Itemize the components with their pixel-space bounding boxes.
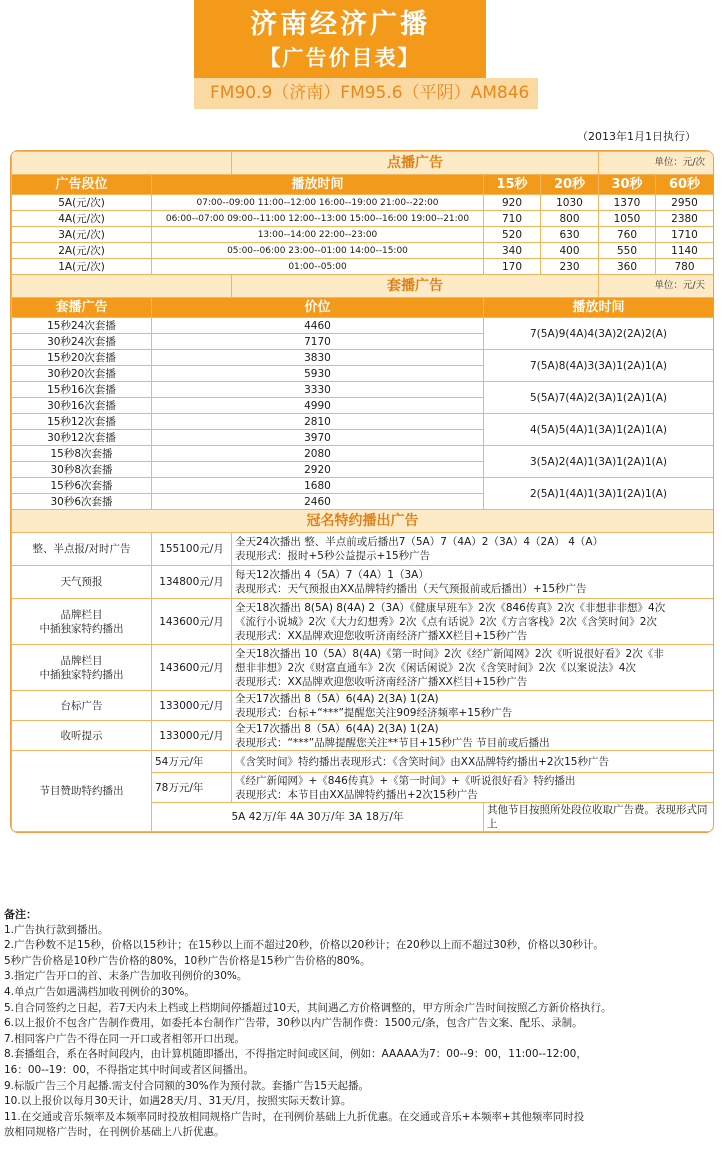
- header-cell: 60秒: [656, 175, 714, 195]
- desc-line: 表现形式：报时+5秒公益提示+15秒广告: [235, 550, 431, 562]
- price-cell: 340: [484, 243, 541, 259]
- program-segment-desc-cell: 其他节目按照所处段位收取广告费。表现形式同上: [484, 803, 714, 832]
- sponsor-desc-cell: [232, 645, 714, 691]
- sponsor-section-title: 冠名特约播出广告: [12, 510, 714, 533]
- time-cell: 06:00--07:00 09:00--11:00 12:00--13:00 15:00--16:00 19:00--21:00: [152, 211, 484, 227]
- package-price-cell: 3970: [152, 430, 484, 446]
- package-name-cell: 30秒12次套播: [12, 430, 152, 446]
- table-row: [12, 691, 714, 721]
- segment-cell: 1A(元/次): [12, 259, 152, 275]
- note-item: 9.标版广告三个月起播.需支付合同额的30%作为预付款。套播广告15天起播。: [4, 1079, 370, 1092]
- package-name-cell: 30秒6次套播: [12, 494, 152, 510]
- price-cell: 170: [484, 259, 541, 275]
- notes-title: 备注：: [4, 908, 37, 921]
- header-row: [12, 175, 714, 195]
- program-price-cell: 54万元/年: [152, 751, 232, 773]
- price-cell: 1030: [541, 195, 599, 211]
- table-row: [12, 195, 714, 211]
- package-time-cell: 5(5A)7(4A)2(3A)1(2A)1(A): [484, 382, 714, 414]
- note-item: 4.单点广告如遇满档加收刊例价的30%。: [4, 985, 195, 998]
- desc-line: 表现形式：“***”品牌提醒您关注**节目+15秒广告 节目前或后播出: [235, 736, 550, 749]
- segment-cell: 3A(元/次): [12, 227, 152, 243]
- table-row: [12, 259, 714, 275]
- note-item: 7.相同客户广告不得在同一开口或者相邻开口出现。: [4, 1032, 246, 1045]
- section-title-row: [12, 510, 714, 533]
- price-cell: 400: [541, 243, 599, 259]
- header-cell: 15秒: [484, 175, 541, 195]
- price-cell: 760: [599, 227, 656, 243]
- header-cell: 播放时间: [152, 175, 484, 195]
- notes-list: [4, 923, 716, 1141]
- note-item: 10.以上报价以每月30天计，如遇28天/月、31天/月，按照实际天数计算。: [4, 1095, 352, 1108]
- time-cell: 05:00--06:00 23:00--01:00 14:00--15:00: [152, 243, 484, 259]
- sponsor-price-cell: 143600元/月: [152, 599, 232, 645]
- desc-line: 全天17次播出 8（5A）6(4A) 2(3A) 1(2A): [235, 722, 439, 735]
- program-segment-price-cell: 5A 42万/年 4A 30万/年 3A 18万/年: [152, 803, 484, 832]
- sponsor-price-cell: 134800元/月: [152, 566, 232, 599]
- title-banner: [194, 0, 486, 78]
- package-price-cell: 2810: [152, 414, 484, 430]
- sponsor-desc-cell: [232, 599, 714, 645]
- table-row: [12, 211, 714, 227]
- package-section-title: 套播广告: [232, 275, 599, 298]
- price-cell: 230: [541, 259, 599, 275]
- sponsor-desc-cell: [232, 721, 714, 751]
- program-name-cell: 节目赞助特约播出: [12, 751, 152, 832]
- package-name-cell: 30秒16次套播: [12, 398, 152, 414]
- price-cell: 520: [484, 227, 541, 243]
- desc-line: 表现形式：本节目由XX品牌特约播出+2次15秒广告: [235, 788, 478, 801]
- table-row: [12, 414, 714, 430]
- program-desc-cell: [232, 773, 714, 803]
- package-price-cell: 2920: [152, 462, 484, 478]
- price-cell: 630: [541, 227, 599, 243]
- package-section-spacer: [12, 275, 232, 298]
- package-name-cell: 30秒24次套播: [12, 334, 152, 350]
- header-cell: 价位: [152, 298, 484, 318]
- sponsor-name-cell: 天气预报: [12, 566, 152, 599]
- sponsor-name-cell: 整、半点报/对时广告: [12, 533, 152, 566]
- package-price-cell: 3830: [152, 350, 484, 366]
- desc-line: 每天12次播出 4（5A）7（4A）1（3A）: [235, 569, 429, 581]
- table-row: [12, 599, 714, 645]
- package-time-cell: 4(5A)5(4A)1(3A)1(2A)1(A): [484, 414, 714, 446]
- program-price-cell: 78万元/年: [152, 773, 232, 803]
- page-title: 济南经济广播: [250, 9, 430, 40]
- note-item: 8.套播组合，系在各时间段内，由计算机随即播出，不得指定时间或区间，例如：AAAAA为7：00--9：00，11:00--12:00，: [4, 1048, 587, 1061]
- spot-section-spacer: [12, 152, 232, 175]
- price-table: [11, 151, 714, 832]
- table-row: [12, 350, 714, 366]
- desc-line: 想非非想》2次《财富直通车》2次《闲话闲说》2次《含笑时间》2次《以案说法》4次: [235, 661, 636, 674]
- package-name-cell: 15秒16次套播: [12, 382, 152, 398]
- price-cell: 1140: [656, 243, 714, 259]
- sponsor-price-cell: 143600元/月: [152, 645, 232, 691]
- time-cell: 07:00--09:00 11:00--12:00 16:00--19:00 21:00--22:00: [152, 195, 484, 211]
- execution-date: （2013年1月1日执行）: [577, 130, 696, 143]
- note-item: 放相同规格广告时，在刊例价基础上八折优惠。: [4, 1126, 225, 1139]
- header-cell: 20秒: [541, 175, 599, 195]
- price-cell: 780: [656, 259, 714, 275]
- price-cell: 920: [484, 195, 541, 211]
- desc-line: 表现形式：XX品牌欢迎您收听济南经济广播XX栏目+15秒广告: [235, 675, 528, 688]
- desc-line: 全天18次播出 8(5A) 8(4A) 2（3A）《健康早班车》2次《846传真》2次《非想非非想》4次: [235, 601, 666, 614]
- header-cell: 播放时间: [484, 298, 714, 318]
- price-cell: 1370: [599, 195, 656, 211]
- note-item: 11.在交通或音乐频率及本频率同时投放相同规格广告时，在刊例价基础上九折优惠。在交通或音乐+本频率+其他频率同时投: [4, 1110, 585, 1123]
- table-row: [12, 751, 714, 773]
- table-row: [12, 227, 714, 243]
- note-item: 5秒广告价格是10秒广告价格的80%，10秒广告价格是15秒广告价格的80%。: [4, 954, 371, 967]
- package-name-cell: 15秒8次套播: [12, 446, 152, 462]
- package-price-cell: 5930: [152, 366, 484, 382]
- package-time-cell: 7(5A)9(4A)4(3A)2(2A)2(A): [484, 318, 714, 350]
- notes: [4, 907, 716, 1141]
- table-row: [12, 533, 714, 566]
- page-subtitle: 【广告价目表】: [259, 46, 421, 70]
- table-row: [12, 446, 714, 462]
- sponsor-name-cell: 收听提示: [12, 721, 152, 751]
- desc-line: 全天18次播出 10（5A）8(4A)《第一时间》2次《经广新闻网》2次《听说很好看》2次《非: [235, 647, 664, 660]
- time-cell: 13:00--14:00 22:00--23:00: [152, 227, 484, 243]
- desc-line: 《流行小说城》2次《大力幻想秀》2次《点有话说》2次《方言客栈》2次《含笑时间》2次: [235, 615, 657, 628]
- section-title-row: [12, 152, 714, 175]
- desc-line: 表现形式：XX品牌欢迎您收听济南经济广播XX栏目+15秒广告: [235, 629, 528, 642]
- package-name-cell: 30秒8次套播: [12, 462, 152, 478]
- time-cell: 01:00--05:00: [152, 259, 484, 275]
- table-row: [12, 645, 714, 691]
- sponsor-price-cell: 155100元/月: [152, 533, 232, 566]
- package-price-cell: 2460: [152, 494, 484, 510]
- price-table-box: [10, 150, 714, 833]
- header-cell: 广告段位: [12, 175, 152, 195]
- table-row: [12, 721, 714, 751]
- package-name-cell: 15秒24次套播: [12, 318, 152, 334]
- frequency-banner: FM90.9（济南）FM95.6（平阴）AM846: [194, 78, 538, 109]
- price-cell: 710: [484, 211, 541, 227]
- price-cell: 2950: [656, 195, 714, 211]
- desc-line: 表现形式：台标+“***”提醒您关注909经济频率+15秒广告: [235, 706, 513, 719]
- note-item: 1.广告执行款到播出。: [4, 923, 109, 936]
- sponsor-name-cell: 品牌栏目 中插独家特约播出: [12, 645, 152, 691]
- package-price-cell: 4460: [152, 318, 484, 334]
- header-cell: 套播广告: [12, 298, 152, 318]
- segment-cell: 4A(元/次): [12, 211, 152, 227]
- sponsor-name-cell: 品牌栏目 中插独家特约播出: [12, 599, 152, 645]
- package-price-cell: 4990: [152, 398, 484, 414]
- header-cell: 30秒: [599, 175, 656, 195]
- spot-section-title: 点播广告: [232, 152, 599, 175]
- table-row: [12, 243, 714, 259]
- package-time-cell: 2(5A)1(4A)1(3A)1(2A)1(A): [484, 478, 714, 510]
- package-name-cell: 15秒20次套播: [12, 350, 152, 366]
- note-item: 3.指定广告开口的首、末条广告加收刊例价的30%。: [4, 970, 248, 983]
- desc-line: 全天24次播出 整、半点前或后播出7（5A）7（4A）2（3A）4（2A） 4（A）: [235, 536, 604, 548]
- note-item: 5.自合同签约之日起，若7天内未上档或上档期间停播超过10天，其间遇乙方价格调整的，甲方所余广告时间按照乙方新价格执行。: [4, 1001, 612, 1014]
- package-section-unit: 单位：元/天: [599, 275, 714, 298]
- program-desc-cell: [232, 751, 714, 773]
- table-row: [12, 382, 714, 398]
- price-cell: 550: [599, 243, 656, 259]
- package-price-cell: 2080: [152, 446, 484, 462]
- desc-line: 表现形式：天气预报由XX品牌特约播出（天气预报前或后播出）+15秒广告: [235, 583, 587, 595]
- note-item: 2.广告秒数不足15秒，价格以15秒计；在15秒以上而不超过20秒，价格以20秒计；在20秒以上而不超过30秒，价格以30秒计。: [4, 939, 604, 952]
- price-cell: 360: [599, 259, 656, 275]
- section-title-row: [12, 275, 714, 298]
- desc-line: 《经广新闻网》+《846传真》+《第一时间》+《听说很好看》特约播出: [235, 774, 576, 787]
- package-time-cell: 3(5A)2(4A)1(3A)1(2A)1(A): [484, 446, 714, 478]
- desc-line: 《含笑时间》特约播出表现形式：《含笑时间》由XX品牌特约播出+2次15秒广告: [235, 755, 609, 768]
- package-price-cell: 3330: [152, 382, 484, 398]
- package-price-cell: 1680: [152, 478, 484, 494]
- sponsor-desc-cell: [232, 566, 714, 599]
- segment-cell: 5A(元/次): [12, 195, 152, 211]
- table-row: [12, 566, 714, 599]
- header-row: [12, 298, 714, 318]
- price-cell: 1050: [599, 211, 656, 227]
- package-name-cell: 15秒12次套播: [12, 414, 152, 430]
- note-item: 6.以上报价不包含广告制作费用，如委托本台制作广告带，30秒以内广告制作费：1500元/条，包含广告文案、配乐、录制。: [4, 1017, 583, 1030]
- spot-section-unit: 单位：元/次: [599, 152, 714, 175]
- package-name-cell: 30秒20次套播: [12, 366, 152, 382]
- note-item: 16：00--19：00，不得指定其中时间或者区间播出。: [4, 1063, 255, 1076]
- sponsor-desc-cell: [232, 691, 714, 721]
- sponsor-name-cell: 台标广告: [12, 691, 152, 721]
- package-name-cell: 15秒6次套播: [12, 478, 152, 494]
- table-row: [12, 478, 714, 494]
- price-cell: 1710: [656, 227, 714, 243]
- sponsor-price-cell: 133000元/月: [152, 721, 232, 751]
- table-row: [12, 318, 714, 334]
- price-cell: 2380: [656, 211, 714, 227]
- segment-cell: 2A(元/次): [12, 243, 152, 259]
- package-price-cell: 7170: [152, 334, 484, 350]
- package-time-cell: 7(5A)8(4A)3(3A)1(2A)1(A): [484, 350, 714, 382]
- price-cell: 800: [541, 211, 599, 227]
- desc-line: 全天17次播出 8（5A）6(4A) 2(3A) 1(2A): [235, 692, 439, 705]
- sponsor-desc-cell: [232, 533, 714, 566]
- sponsor-price-cell: 133000元/月: [152, 691, 232, 721]
